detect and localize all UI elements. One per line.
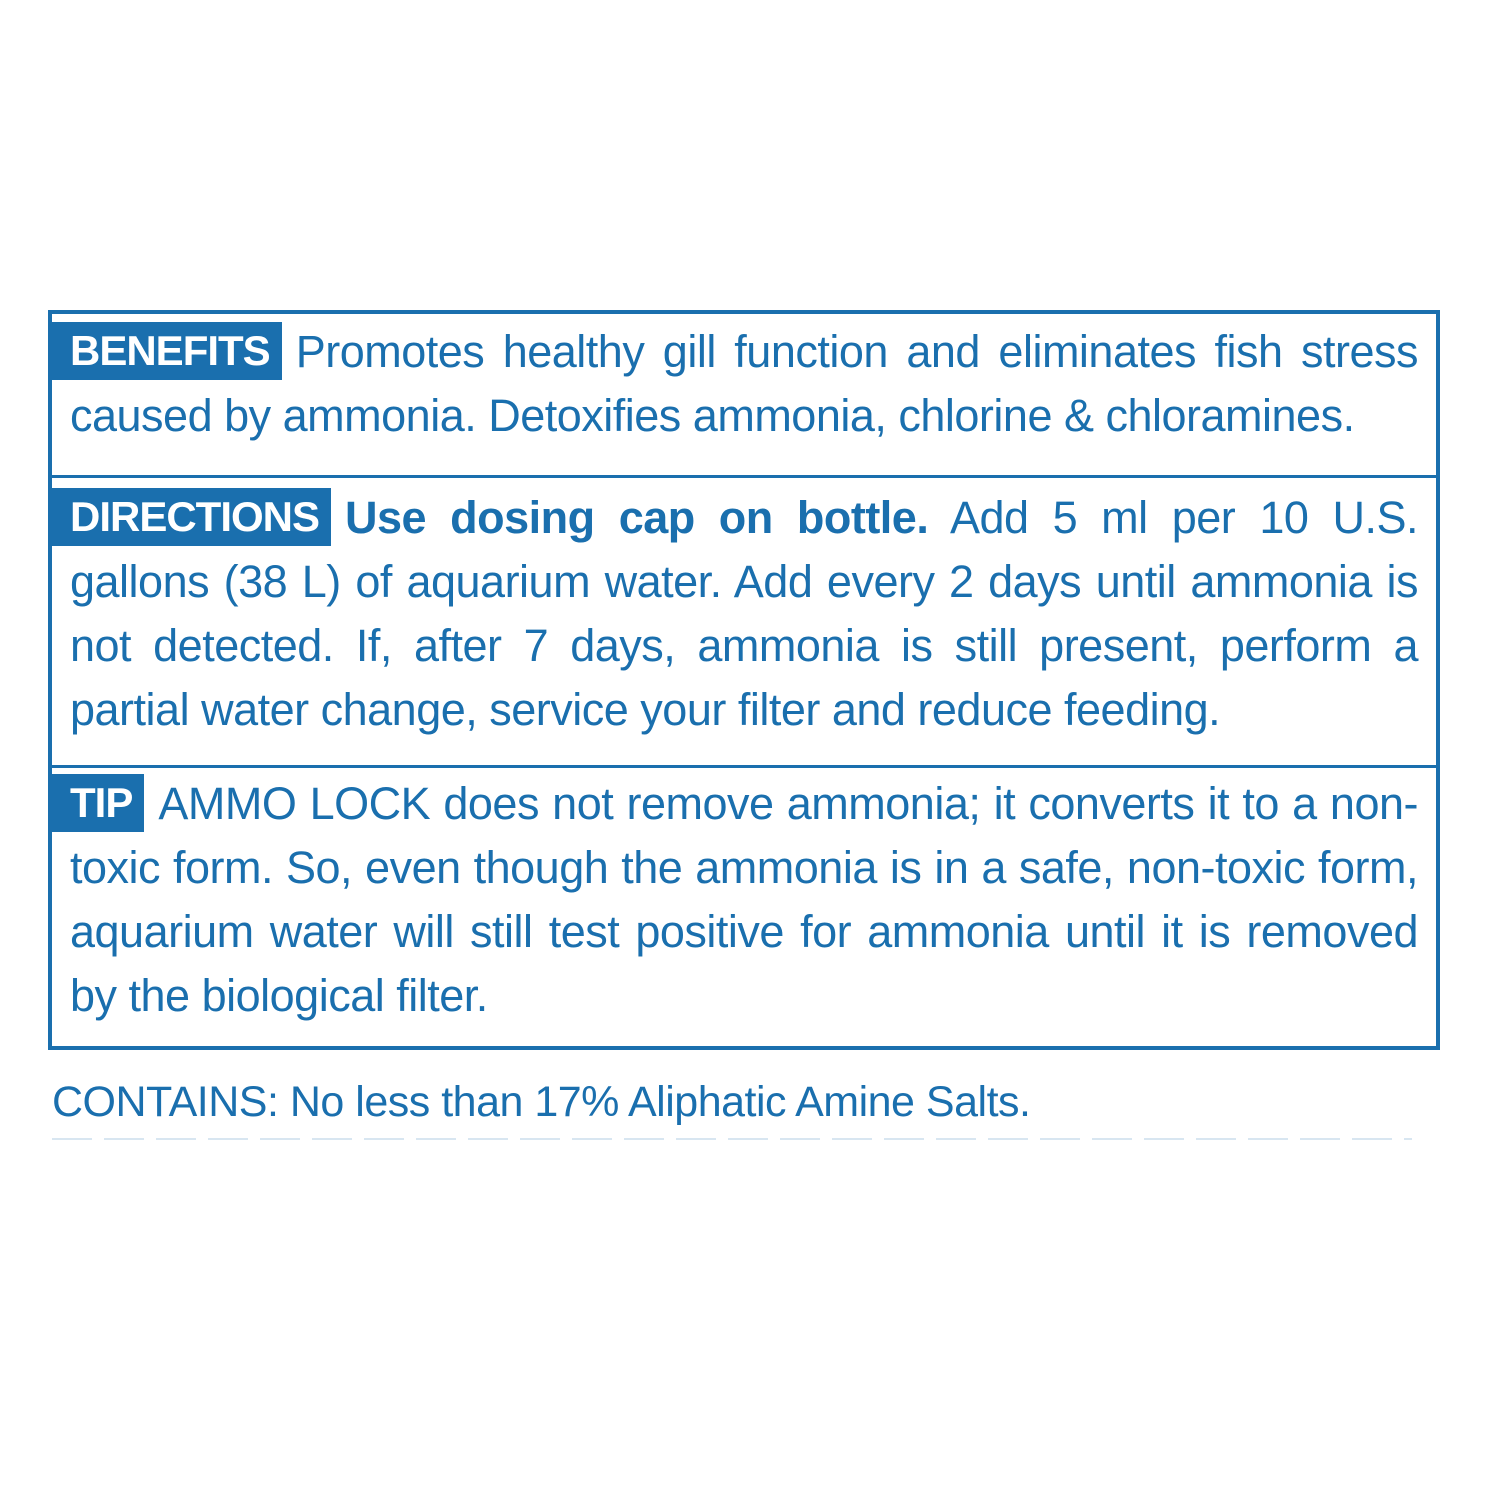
benefits-tag: BENEFITS [52, 322, 282, 380]
faint-divider [52, 1138, 1412, 1140]
benefits-paragraph [70, 320, 1418, 448]
tip-text: AMMO LOCK does not remove ammonia; it converts it to a non-toxic form. So, even though the ammonia is in a safe, non-toxic form, aquarium water will still test positive for ammonia until it is removed by the biological filter. [70, 778, 1418, 1021]
benefits-text: Promotes healthy gill function and eliminates fish stress caused by ammonia. Detoxifies ammonia, chlorine & chloramines. [70, 326, 1418, 441]
contains-statement: CONTAINS: No less than 17% Aliphatic Amine Salts. [52, 1078, 1031, 1126]
product-label-panel [48, 310, 1440, 1050]
directions-text: Add 5 ml per 10 U.S. gallons (38 L) of aquarium water. Add every 2 days until ammonia is not detected. If, after 7 days, ammonia is still present, perform a partial water change, service your filter and reduce feeding. [70, 492, 1418, 735]
directions-section [52, 478, 1436, 768]
directions-paragraph [70, 486, 1418, 742]
directions-lead: Use dosing cap on bottle. [345, 492, 929, 543]
tip-section [52, 768, 1436, 1050]
tip-tag: TIP [52, 774, 144, 832]
benefits-section [52, 314, 1436, 478]
directions-tag: DIRECTIONS [52, 488, 331, 546]
tip-paragraph [70, 772, 1418, 1028]
